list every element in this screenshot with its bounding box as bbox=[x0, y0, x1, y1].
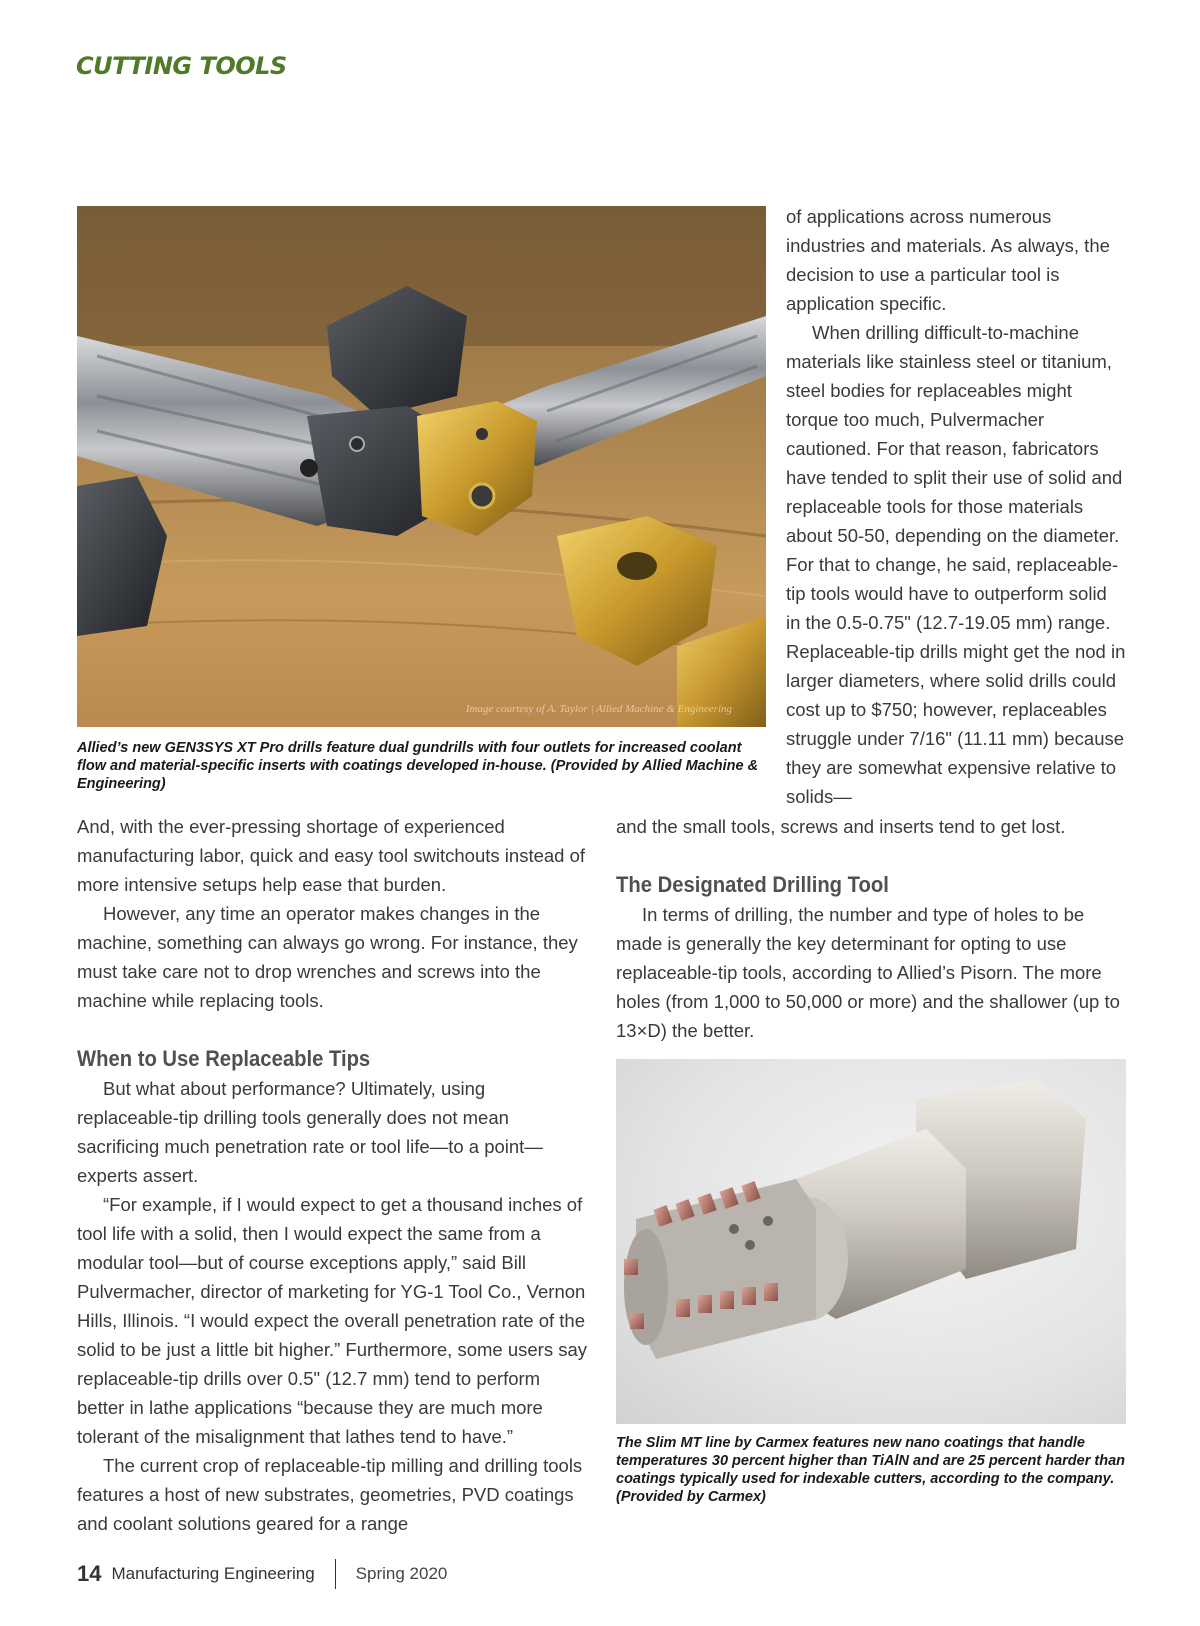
right-column-top bbox=[786, 202, 1126, 811]
figure-caption: The Slim MT line by Carmex features new nano coatings that handle temperatures 30 percent higher than TiAlN and are 25 percent harder than coatings typically used for indexable cutters, according to the company. (Provided by Carmex) bbox=[616, 1435, 1125, 1505]
drills-illustration bbox=[77, 206, 766, 727]
paragraph: “For example, if I would expect to get a thousand inches of tool life with a solid, then I would expect the same from a modular tool—but of course exceptions apply,” said Bill Pulvermacher, director of marketing for YG-1 Tool Co., Vernon Hills, Illinois. “I would expect the overall penetration rate of the solid to be just a little bit higher.” Furthermore, some users say replaceable-tip drills over 0.5" (12.7 mm) tend to perform better in lathe applications “because they are much more tolerant of the misalignment that lathes tend to have.” bbox=[77, 1194, 587, 1447]
paragraph: When drilling difficult-to-machine materials like stainless steel or titanium, steel bodies for replaceables might torque too much, Pulvermacher cautioned. For that reason, fabricators have tended to split their use of solid and replaceable tools for those materials about 50-50, depending on the diameter. For that to change, he said, replaceable-tip tools would have to outperform solid in the 0.5-0.75" (12.7-19.05 mm) range. Replaceable-tip drills might get the nod in larger diameters, where solid drills could cost up to $750; however, replaceables struggle under 7/16" (11.11 mm) because they are somewhat expensive relative to solids— bbox=[786, 322, 1126, 807]
photo-credit: Image courtesy of A. Taylor | Allied Machine & Engineering bbox=[465, 703, 732, 715]
left-column bbox=[77, 812, 587, 1538]
page-number: 14 bbox=[77, 1561, 102, 1586]
thread-mill-photo bbox=[616, 1059, 1126, 1424]
section-heading: When to Use Replaceable Tips bbox=[77, 1046, 371, 1071]
paragraph: And, with the ever-pressing shortage of experienced manufacturing labor, quick and easy tool switchouts instead of more intensive setups help ease that burden. bbox=[77, 816, 586, 895]
paragraph: In terms of drilling, the number and type of holes to be made is generally the key determinant for opting to use replaceable-tip tools, according to Allied’s Pisorn. The more holes (from 1,000 to 50,000 or more) and the shallower (up to 13×D) the better. bbox=[616, 904, 1120, 1041]
section-label: CUTTING TOOLS bbox=[76, 52, 287, 80]
issue-date: Spring 2020 bbox=[355, 1564, 448, 1583]
figure-caption: Allied’s new GEN3SYS XT Pro drills feature dual gundrills with four outlets for increased coolant flow and material-specific inserts with coatings developed in-house. (Provided by Allied Machine & Engineering) bbox=[77, 740, 759, 792]
page-footer bbox=[77, 1558, 447, 1590]
thread-mill-illustration bbox=[616, 1059, 1126, 1424]
paragraph: But what about performance? Ultimately, using replaceable-tip drilling tools generally does not mean sacrificing much penetration rate or tool life—to a point—experts assert. bbox=[77, 1078, 543, 1186]
drills-photo bbox=[77, 206, 766, 727]
right-column bbox=[616, 812, 1128, 1045]
paragraph: of applications across numerous industries and materials. As always, the decision to use a particular tool is application specific. bbox=[786, 206, 1110, 314]
paragraph: and the small tools, screws and inserts tend to get lost. bbox=[616, 816, 1066, 837]
paragraph: The current crop of replaceable-tip milling and drilling tools features a host of new substrates, geometries, PVD coatings and coolant solutions geared for a range bbox=[77, 1455, 583, 1534]
footer-divider bbox=[335, 1559, 336, 1589]
paragraph: However, any time an operator makes changes in the machine, something can always go wrong. For instance, they must take care not to drop wrenches and screws into the machine while replacing tools. bbox=[77, 903, 578, 1011]
publication-name: Manufacturing Engineering bbox=[111, 1564, 315, 1583]
section-heading: The Designated Drilling Tool bbox=[616, 872, 889, 897]
